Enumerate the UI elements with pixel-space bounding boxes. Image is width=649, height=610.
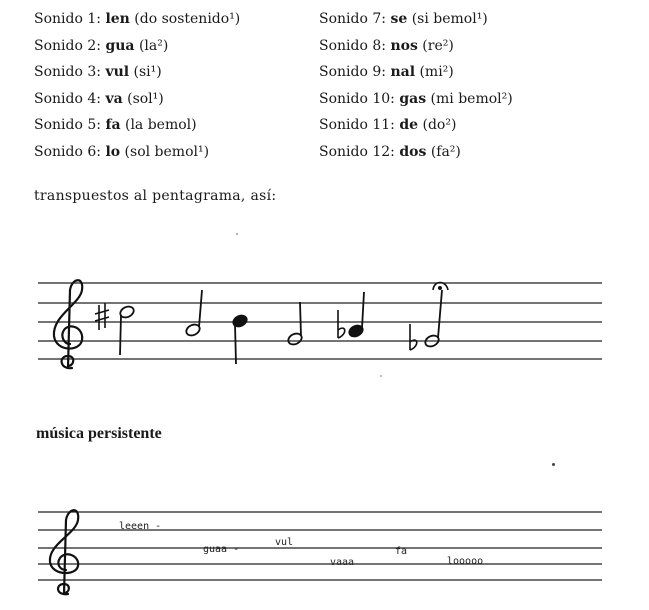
sound-label: Sonido 6:	[34, 143, 101, 160]
sound-list-left-column	[34, 6, 319, 165]
sound-item	[319, 112, 624, 139]
sound-label: Sonido 5:	[34, 117, 101, 133]
staff-lines	[38, 283, 602, 359]
sound-syllable: lo	[105, 143, 121, 160]
sound-note: (sol bemol¹)	[124, 143, 210, 160]
sound-syllable: gas	[399, 90, 427, 107]
sound-item	[34, 112, 319, 139]
sound-label: Sonido 4:	[34, 90, 101, 107]
sound-item	[319, 86, 624, 113]
sound-item	[34, 33, 319, 60]
sound-syllable: len	[105, 11, 130, 27]
sound-item	[319, 139, 624, 166]
flat-icon	[338, 310, 345, 338]
sound-syllable: dos	[399, 143, 427, 160]
sound-label: Sonido 11:	[319, 117, 395, 133]
flat-icon	[410, 324, 417, 350]
sound-note: (do²)	[422, 117, 457, 133]
staff-notes	[0, 250, 649, 380]
sound-label: Sonido 3:	[34, 64, 101, 80]
lyric-vul: vul	[275, 537, 294, 548]
note-do-sostenido	[119, 305, 136, 355]
sound-note: (la²)	[138, 37, 169, 54]
speck	[236, 233, 238, 235]
sound-label: Sonido 12:	[319, 143, 395, 160]
note-sol	[287, 302, 304, 346]
sound-note: (la bemol)	[124, 117, 197, 133]
sound-note: (fa²)	[430, 143, 461, 160]
sound-list-right-column	[319, 6, 624, 165]
speck	[552, 463, 555, 466]
sound-syllable: se	[390, 11, 408, 27]
sound-note: (sol¹)	[127, 90, 164, 107]
speck	[380, 375, 382, 377]
sound-label: Sonido 8:	[319, 37, 386, 54]
lyric-guaa: guaa -	[203, 544, 240, 555]
fermata-icon	[433, 283, 448, 291]
staff-lyrics	[0, 490, 649, 610]
sound-note: (mi²)	[419, 64, 454, 80]
lyric-leeen: leeen -	[119, 521, 162, 532]
treble-clef-icon	[54, 280, 82, 368]
sound-item	[34, 6, 319, 33]
lyrics	[119, 521, 483, 568]
sound-note: (si¹)	[133, 64, 162, 80]
intro-text: transpuestos al pentagrama, así:	[34, 188, 277, 204]
sound-label: Sonido 1:	[34, 11, 101, 27]
sound-syllable: fa	[105, 117, 121, 133]
sound-note: (mi bemol²)	[430, 90, 513, 107]
lyric-fa: fa	[395, 546, 408, 557]
sound-syllable: va	[105, 90, 123, 107]
sound-item	[319, 33, 624, 60]
sound-label: Sonido 10:	[319, 90, 395, 107]
sound-note: (si bemol¹)	[411, 11, 488, 27]
sound-item	[319, 6, 624, 33]
sharp-icon	[95, 303, 109, 330]
note-la-bemol	[348, 292, 365, 338]
sound-note: (re²)	[422, 37, 454, 54]
sound-label: Sonido 7:	[319, 11, 386, 27]
sound-syllable: nos	[390, 37, 418, 54]
sound-syllable: nal	[390, 64, 416, 80]
sound-item	[34, 139, 319, 166]
sound-syllable: de	[399, 117, 419, 133]
lyric-loooo: looooo	[447, 556, 484, 567]
sound-note: (do sostenido¹)	[134, 11, 241, 27]
sound-syllable: gua	[105, 37, 135, 54]
note-sol-bemol	[424, 290, 442, 348]
sound-syllable: vul	[105, 64, 130, 80]
sound-item	[34, 59, 319, 86]
note-la	[185, 290, 202, 337]
note-si	[232, 314, 249, 364]
treble-clef-icon	[50, 510, 78, 594]
sound-label: Sonido 2:	[34, 37, 101, 54]
sound-label: Sonido 9:	[319, 64, 386, 80]
lyric-vaaa: vaaa	[330, 557, 355, 568]
section-heading: música persistente	[36, 425, 162, 442]
sound-item	[34, 86, 319, 113]
sound-item	[319, 59, 624, 86]
